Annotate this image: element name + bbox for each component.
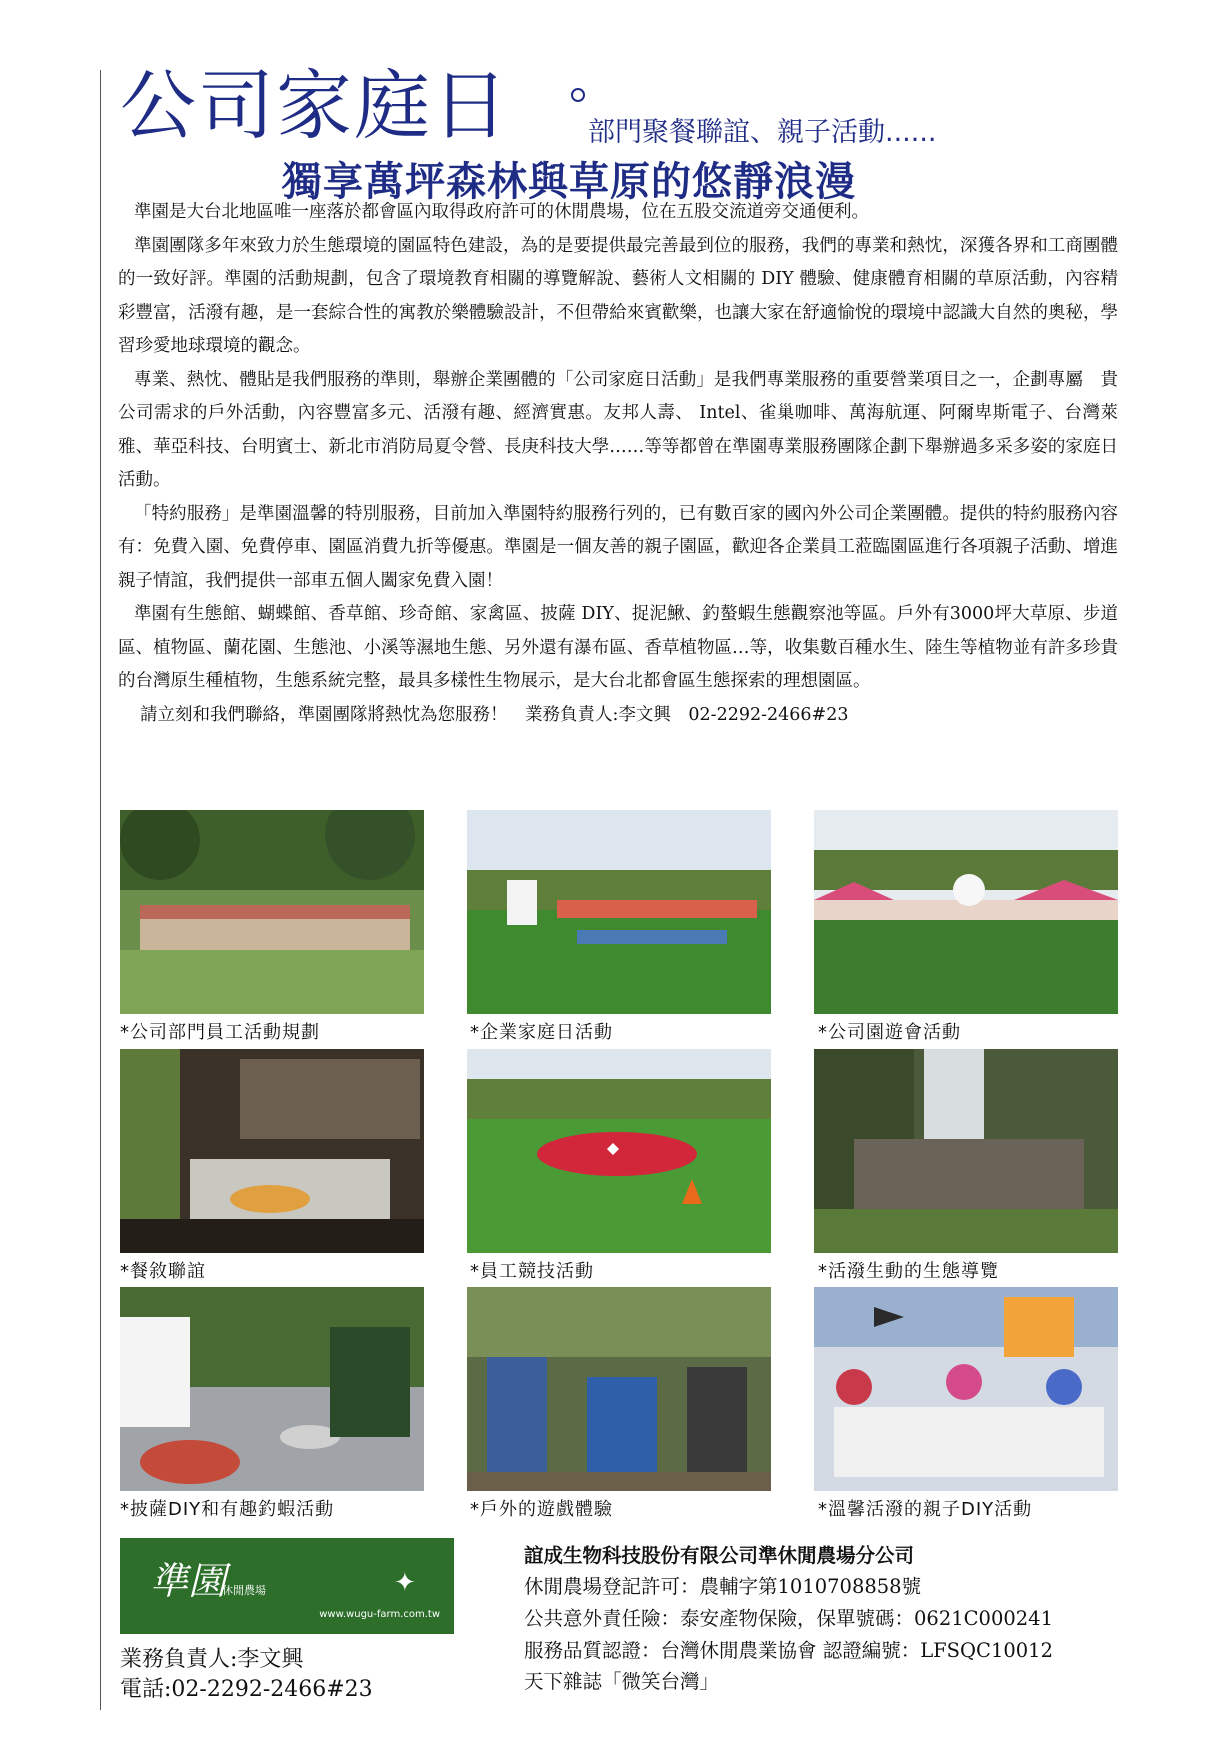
certification-line: 服務品質認證：台灣休閒農業協會 認證編號：LFSQC10012 xyxy=(524,1639,1053,1662)
photo-caption: *餐敘聯誼 xyxy=(120,1261,206,1282)
logo-name: 準園 xyxy=(150,1559,227,1603)
contact-person: 業務負責人:李文興 xyxy=(120,1647,304,1672)
paragraph: 準園是大台北地區唯一座落於都會區內取得政府許可的休閒農場，位在五股交流道旁交通便利。 xyxy=(134,202,869,222)
logo-url: www.wugu-farm.com.tw xyxy=(319,1609,440,1620)
photo-caption: *企業家庭日活動 xyxy=(470,1022,613,1043)
photo-caption: *公司部門員工活動規劃 xyxy=(120,1022,320,1043)
photo-kids-diy xyxy=(814,1287,1118,1491)
photo-caption: *公司園遊會活動 xyxy=(818,1022,961,1043)
photo-waterfall-tour xyxy=(814,1049,1118,1253)
headline: 獨享萬坪森林與草原的悠靜浪漫 xyxy=(282,158,856,205)
photo-pizza-diy xyxy=(120,1287,424,1491)
title-dot xyxy=(571,88,585,102)
margin-rule xyxy=(100,70,101,1710)
photo-gazebo-field xyxy=(467,810,771,1014)
photo-group-on-lawn xyxy=(120,810,424,1014)
farm-logo xyxy=(120,1538,454,1634)
bird-icon: ✦ xyxy=(394,1568,416,1598)
company-name: 誼成生物科技股份有限公司準休閒農場分公司 xyxy=(524,1544,915,1567)
paragraph: 專業、熱忱、體貼是我們服務的準則，舉辦企業團體的「公司家庭日活動」是我們專業服務的重要營業項目之一，企劃專屬 貴公司需求的戶外活動，內容豐富多元、活潑有趣、經濟實惠。友邦人壽、 Intel、雀巢咖啡、萬海航運、阿爾卑斯電子、台灣萊雅、華亞科技、台明賓士、新北市消防局夏令營、長庚科技大學……等等都曾在準園專業服務團隊企劃下舉辦過多采多姿的家庭日活動。 xyxy=(118,369,1118,490)
license-line: 休閒農場登記許可：農輔字第1010708858號 xyxy=(524,1575,922,1598)
page-subtitle: 部門聚餐聯誼、親子活動...... xyxy=(588,117,937,148)
photo-tents-fair xyxy=(814,810,1118,1014)
magazine-line: 天下雜誌「微笑台灣」 xyxy=(524,1670,720,1693)
paragraph: 準園團隊多年來致力於生態環境的園區特色建設，為的是要提供最完善最到位的服務，我們的專業和熱忱，深獲各界和工商團體的一致好評。準園的活動規劃，包含了環境教育相關的導覽解說、藝術人文相關的 DIY 體驗、健康體育相關的草原活動，內容精彩豐富，活潑有趣，是一套綜合性的寓教於樂體驗設計，不但帶給來賓歡樂，也讓大家在舒適愉悅的環境中認識大自然的奧秘，學習珍愛地球環境的觀念。 xyxy=(118,235,1118,356)
photo-caption: *員工競技活動 xyxy=(470,1261,594,1282)
body-text xyxy=(118,196,1118,732)
photo-outdoor-game xyxy=(467,1287,771,1491)
photo-buffet-dinner xyxy=(120,1049,424,1253)
photo-caption: *溫馨活潑的親子DIY活動 xyxy=(818,1499,1033,1520)
photo-caption: *戶外的遊戲體驗 xyxy=(470,1499,613,1520)
insurance-line: 公共意外責任險：泰安產物保險，保單號碼：0621C000241 xyxy=(524,1607,1053,1630)
logo-sub: 休閒農場 xyxy=(222,1584,266,1597)
photo-caption: *披薩DIY和有趣釣蝦活動 xyxy=(120,1499,335,1520)
paragraph: 「特約服務」是準園溫馨的特別服務，目前加入準園特約服務行列的，已有數百家的國內外公司企業團體。提供的特約服務內容有：免費入園、免費停車、園區消費九折等優惠。準園是一個友善的親子園區，歡迎各企業員工蒞臨園區進行各項親子活動、增進親子情誼，我們提供一部車五個人闔家免費入園！ xyxy=(118,503,1118,591)
page-title: 公司家庭日 xyxy=(120,61,510,150)
photo-caption: *活潑生動的生態導覽 xyxy=(818,1261,999,1282)
photo-inflatable-race xyxy=(467,1049,771,1253)
paragraph: 準園有生態館、蝴蝶館、香草館、珍奇館、家禽區、披薩 DIY、捉泥鰍、釣螯蝦生態觀察池等區。戶外有3000坪大草原、步道區、植物區、蘭花園、生態池、小溪等濕地生態、另外還有瀑布區、香草植物區…等，收集數百種水生、陸生等植物並有許多珍貴的台灣原生種植物，生態系統完整，最具多樣性生物展示，是大台北都會區生態探索的理想園區。 xyxy=(118,604,1118,691)
contact-line: 請立刻和我們聯絡，準園團隊將熱忱為您服務！ 業務負責人:李文興 02-2292-2466#23 xyxy=(140,704,849,725)
contact-phone: 電話:02-2292-2466#23 xyxy=(120,1677,373,1702)
